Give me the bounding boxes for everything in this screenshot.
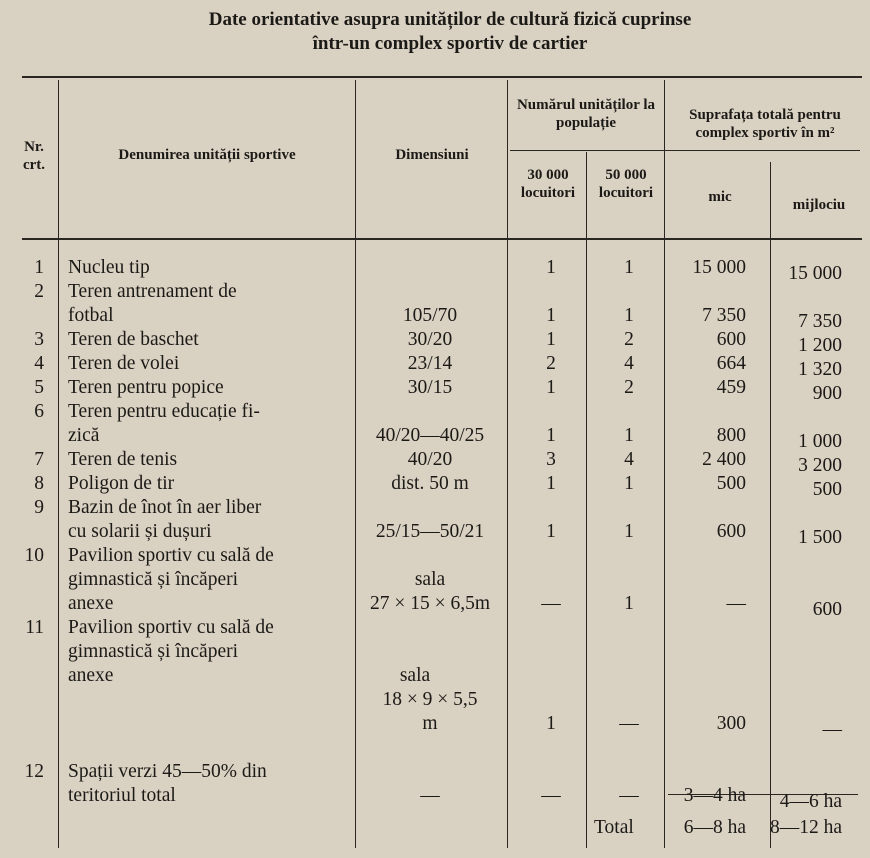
unit-dimensions: 40/20 [407, 449, 453, 470]
header-nr: Nr. crt. [22, 139, 46, 173]
count-50000: 1 [624, 521, 634, 542]
total-mijlociu: 8—12 ha [769, 817, 842, 838]
area-mijlociu: 1 320 [798, 359, 842, 380]
count-50000: 1 [624, 305, 634, 326]
count-30000: 1 [546, 713, 556, 734]
area-mic: — [726, 593, 746, 614]
count-30000: 1 [546, 377, 556, 398]
col-divider-dim [507, 80, 508, 848]
header-pop50: 50 000 locuitori [598, 167, 654, 201]
unit-dimensions: 18 × 9 × 5,5 [382, 689, 478, 710]
area-mijlociu: 500 [812, 479, 842, 500]
area-mijlociu: — [822, 719, 842, 740]
unit-dimensions: dist. 50 m [391, 473, 469, 494]
area-mijlociu: 900 [812, 383, 842, 404]
header-denumire: Denumirea unității sportive [118, 147, 296, 163]
unit-dimensions: 25/15—50/21 [375, 521, 485, 542]
unit-name: anexe [68, 593, 114, 614]
area-mijlociu: 600 [812, 599, 842, 620]
unit-name: Bazin de înot în aer liber [68, 497, 262, 518]
total-label: Total [594, 817, 634, 838]
count-50000: 4 [624, 449, 634, 470]
area-mic: 7 350 [702, 305, 746, 326]
table-subtitle: într-un complex sportiv de cartier [312, 33, 588, 54]
area-mic: 800 [716, 425, 746, 446]
area-mic: 600 [716, 329, 746, 350]
area-mic: 459 [716, 377, 746, 398]
count-50000: 4 [624, 353, 634, 374]
unit-dimensions: — [420, 785, 440, 806]
count-30000: 1 [546, 521, 556, 542]
area-mic: 664 [716, 353, 746, 374]
count-50000: 1 [624, 473, 634, 494]
count-50000: 2 [624, 377, 634, 398]
header-suprafata: Suprafața totală pentru complex sportiv în m² [689, 107, 841, 141]
count-30000: — [541, 593, 561, 614]
count-50000: 1 [624, 425, 634, 446]
row-number: 8 [34, 473, 44, 494]
top-rule [22, 76, 862, 78]
header-mid-rule [510, 150, 860, 151]
unit-name: gimnastică și încăperi [68, 641, 239, 662]
unit-name: fotbal [68, 305, 114, 326]
unit-dimensions: 30/20 [407, 329, 453, 350]
area-mijlociu: 7 350 [798, 311, 842, 332]
unit-name: Teren antrenament de [68, 281, 237, 302]
count-50000: 2 [624, 329, 634, 350]
unit-name: Teren pentru educație fi- [68, 401, 260, 422]
unit-dimensions: sala [399, 665, 431, 686]
count-30000: 1 [546, 329, 556, 350]
area-mijlociu: 15 000 [788, 263, 842, 284]
count-50000: 1 [624, 593, 634, 614]
count-30000: 2 [546, 353, 556, 374]
count-50000: — [619, 713, 639, 734]
unit-dimensions: m [422, 713, 438, 734]
row-number: 12 [24, 761, 44, 782]
unit-name: gimnastică și încăperi [68, 569, 239, 590]
count-30000: — [541, 785, 561, 806]
unit-name: zică [68, 425, 100, 446]
row-number: 1 [34, 257, 44, 278]
header-numarul: Numărul unităților la populație [516, 97, 656, 131]
count-30000: 1 [546, 305, 556, 326]
count-50000: 1 [624, 257, 634, 278]
row-number: 3 [34, 329, 44, 350]
col-divider-nr [58, 80, 59, 848]
unit-name: Teren de tenis [68, 449, 178, 470]
count-30000: 1 [546, 257, 556, 278]
row-number: 2 [34, 281, 44, 302]
unit-name: Teren de volei [68, 353, 180, 374]
unit-dimensions: sala [414, 569, 446, 590]
area-mijlociu: 1 500 [798, 527, 842, 548]
unit-dimensions: 105/70 [402, 305, 458, 326]
row-number: 11 [25, 617, 44, 638]
area-mic: 300 [716, 713, 746, 734]
count-30000: 3 [546, 449, 556, 470]
row-number: 6 [34, 401, 44, 422]
unit-name: Pavilion sportiv cu sală de [68, 545, 274, 566]
unit-name: teritoriul total [68, 785, 176, 806]
header-pop30: 30 000 locuitori [520, 167, 576, 201]
unit-name: Teren pentru popice [68, 377, 224, 398]
col-divider-pop [586, 152, 587, 848]
unit-name: cu solarii și dușuri [68, 521, 212, 542]
unit-name: Poligon de tir [68, 473, 175, 494]
row-number: 7 [34, 449, 44, 470]
unit-name: anexe [68, 665, 114, 686]
unit-dimensions: 30/15 [407, 377, 453, 398]
unit-dimensions: 23/14 [407, 353, 453, 374]
unit-name: Pavilion sportiv cu sală de [68, 617, 274, 638]
area-mic: 15 000 [692, 257, 746, 278]
unit-name: Teren de baschet [68, 329, 199, 350]
area-mijlociu: 1 000 [798, 431, 842, 452]
header-bottom-rule [22, 238, 862, 240]
area-mic: 600 [716, 521, 746, 542]
header-mijlociu: mijlociu [792, 197, 846, 213]
row-number: 5 [34, 377, 44, 398]
table-title: Date orientative asupra unităților de cultură fizică cuprinse [208, 9, 692, 30]
count-50000: — [619, 785, 639, 806]
total-mic: 6—8 ha [683, 817, 746, 838]
row-number: 9 [34, 497, 44, 518]
unit-name: Nucleu tip [68, 257, 150, 278]
area-mic: 2 400 [702, 449, 746, 470]
row-number: 4 [34, 353, 44, 374]
area-mic: 500 [716, 473, 746, 494]
header-mic: mic [708, 189, 732, 205]
count-30000: 1 [546, 425, 556, 446]
area-mic: 3—4 ha [683, 785, 746, 806]
row-number: 10 [24, 545, 44, 566]
area-mijlociu: 3 200 [798, 455, 842, 476]
unit-name: Spații verzi 45—50% din [68, 761, 267, 782]
area-mijlociu: 1 200 [798, 335, 842, 356]
header-dimensiuni: Dimensiuni [395, 147, 469, 163]
unit-dimensions: 40/20—40/25 [375, 425, 485, 446]
unit-dimensions: 27 × 15 × 6,5m [369, 593, 491, 614]
count-30000: 1 [546, 473, 556, 494]
area-mijlociu: 4—6 ha [779, 791, 842, 812]
